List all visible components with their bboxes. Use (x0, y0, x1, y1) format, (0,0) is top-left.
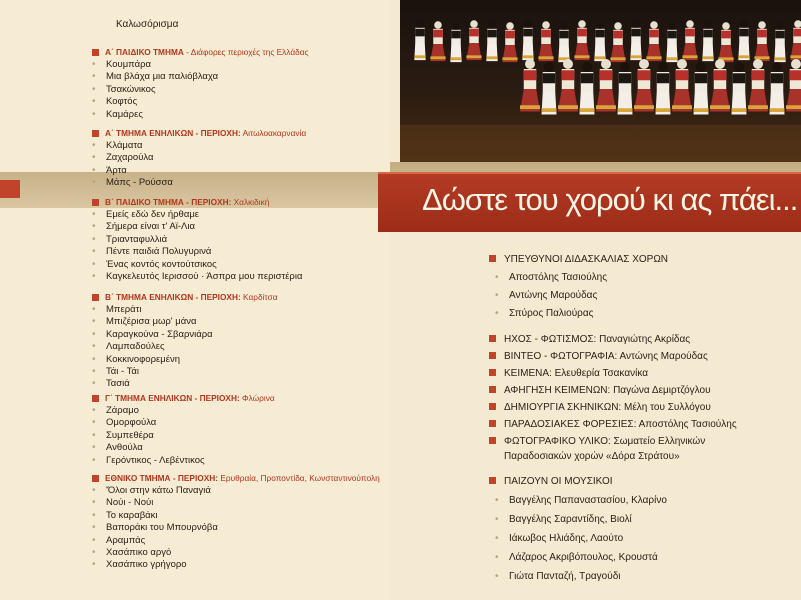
dance-item: • Πέντε παιδιά Πολυγυρινά (92, 246, 392, 258)
banner-title: Δώστε του χορού κι ας πάει... (422, 182, 798, 217)
program-section (92, 197, 392, 283)
title-banner (378, 172, 801, 232)
teachers-heading: ΥΠΕΥΘΥΝΟΙ ΔΙΔΑΣΚΑΛΙΑΣ ΧΟΡΩΝ (489, 254, 668, 265)
dancers-photo (400, 0, 801, 170)
dance-item: • Συμπεθέρα (92, 430, 392, 442)
dance-item: • Κοφτός (92, 96, 392, 108)
credit-line: ΗΧΟΣ - ΦΩΤΙΣΜΟΣ: Παναγιώτης Ακρίδας (489, 334, 690, 345)
section-heading: Β΄ ΠΑΙΔΙΚΟ ΤΜΗΜΑ - ΠΕΡΙΟΧΗ: Χαλκιδική (92, 197, 392, 209)
musicians-heading: ΠΑΙΖΟΥΝ ΟΙ ΜΟΥΣΙΚΟΙ (489, 476, 613, 487)
credit-line: ΦΩΤΟΓΡΑΦΙΚΟ ΥΛΙΚΟ: Σωματείο Ελληνικών (489, 436, 705, 447)
dance-item: • Καραγκούνα - Σβαρνιάρα (92, 329, 392, 341)
section-heading: Α΄ ΤΜΗΜΑ ΕΝΗΛΙΚΩΝ - ΠΕΡΙΟΧΗ: Αιτωλοακαρνανία (92, 128, 392, 140)
dance-item: • Το καραβάκι (92, 510, 392, 522)
dance-item: • Σήμερα είναι τ' Αϊ-Λια (92, 221, 392, 233)
dance-item: • Ζάραμο (92, 405, 392, 417)
teacher-item: • Αντώνης Μαρούδας (509, 290, 597, 301)
dance-item: • Τάι - Τάι (92, 366, 392, 378)
dance-item: • Κοκκινοφορεμένη (92, 354, 392, 366)
dance-item: • Τριανταφυλλιά (92, 234, 392, 246)
dance-item: • Άρτα (92, 165, 392, 177)
dance-item: • Μια βλάχα μια παλιόβλαχα (92, 71, 392, 83)
musician-item: • Λάζαρος Ακριβόπουλος, Κρουστά (509, 552, 658, 563)
dance-item: • Νούι - Νούι (92, 497, 392, 509)
section-heading: ΕΘΝΙΚΟ ΤΜΗΜΑ - ΠΕΡΙΟΧΗ: Ερυθραία, Προποντίδα, Κωνσταντινούπολη (92, 473, 392, 485)
credit-line: ΠΑΡΑΔΟΣΙΑΚΕΣ ΦΟΡΕΣΙΕΣ: Αποστόλης Τασιούλης (489, 419, 737, 430)
program-section (92, 292, 392, 391)
dance-item: • Τασιά (92, 378, 392, 390)
dance-item: • Χασάπικο αργό (92, 547, 392, 559)
dance-item: • Εμείς εδώ δεν ήρθαμε (92, 209, 392, 221)
credit-line: ΒΙΝΤΕΟ - ΦΩΤΟΓΡΑΦΙΑ: Αντώνης Μαρούδας (489, 351, 708, 362)
dance-item: • Μπιζέρισα μωρ' μάνα (92, 316, 392, 328)
dance-item: • Ομορφούλα (92, 417, 392, 429)
dance-item: • Κουμπάρα (92, 59, 392, 71)
dance-item: • Κλάματα (92, 140, 392, 152)
musician-item: • Βαγγέλης Παπαναστασίου, Κλαρίνο (509, 495, 667, 506)
dance-item: • Βαποράκι του Μπουρνόβα (92, 522, 392, 534)
program-section (92, 47, 392, 121)
dance-item: • Λαμπαδούλες (92, 341, 392, 353)
dance-item: • Γερόντικος - Λεβέντικος (92, 455, 392, 467)
dance-item: • Καμάρες (92, 109, 392, 121)
program-section (92, 473, 392, 572)
musician-item: • Ιάκωβος Ηλιάδης, Λαούτο (509, 533, 623, 544)
section-heading: Α΄ ΠΑΙΔΙΚΟ ΤΜΗΜΑ - Διάφορες περιοχές της Ελλάδας (92, 47, 392, 59)
program-section (92, 393, 392, 467)
teacher-item: • Αποστόλης Τασιούλης (509, 272, 607, 283)
program-section (92, 128, 392, 190)
musician-item: • Γιώτα Πανταζή, Τραγούδι (509, 571, 621, 582)
credit-line: ΑΦΗΓΗΣΗ ΚΕΙΜΕΝΩΝ: Παγώνα Δεμιρτζόγλου (489, 385, 711, 396)
dance-item: • Ανθούλα (92, 442, 392, 454)
dance-item: • Μπεράτι (92, 304, 392, 316)
credit-line-continued: Παραδοσιακών χορών «Δόρα Στράτου» (504, 451, 680, 462)
musician-item: • Βαγγέλης Σαραντίδης, Βιολί (509, 514, 632, 525)
credit-line: ΔΗΜΙΟΥΡΓΙΑ ΣΚΗΝΙΚΩΝ: Μέλη του Συλλόγου (489, 402, 711, 413)
welcome-item: Καλωσόρισμα (116, 19, 179, 30)
teacher-item: • Σπύρος Παλιούρας (509, 308, 593, 319)
section-heading: Β΄ ΤΜΗΜΑ ΕΝΗΛΙΚΩΝ - ΠΕΡΙΟΧΗ: Καρδίτσα (92, 292, 392, 304)
dance-item: • Ζαχαρούλα (92, 152, 392, 164)
dance-item: • Μάπς - Ρούσσα (92, 177, 392, 189)
dance-item: • Καγκελευτός Ιερισσού · Άσπρα μου περιστέρια (92, 271, 392, 283)
dance-item: • Χασάπικο γρήγορο (92, 559, 392, 571)
dance-item: • Τσακώνικος (92, 84, 392, 96)
dance-item: • 'Όλοι στην κάτω Παναγιά (92, 485, 392, 497)
credit-line: ΚΕΙΜΕΝΑ: Ελευθερία Τσακανίκα (489, 368, 648, 379)
program-list (0, 0, 390, 600)
dance-item: • Αραμπάς (92, 535, 392, 547)
section-heading: Γ΄ ΤΜΗΜΑ ΕΝΗΛΙΚΩΝ - ΠΕΡΙΟΧΗ: Φλώρινα (92, 393, 392, 405)
dance-item: • Ένας κοντός κοντούτσικος (92, 259, 392, 271)
